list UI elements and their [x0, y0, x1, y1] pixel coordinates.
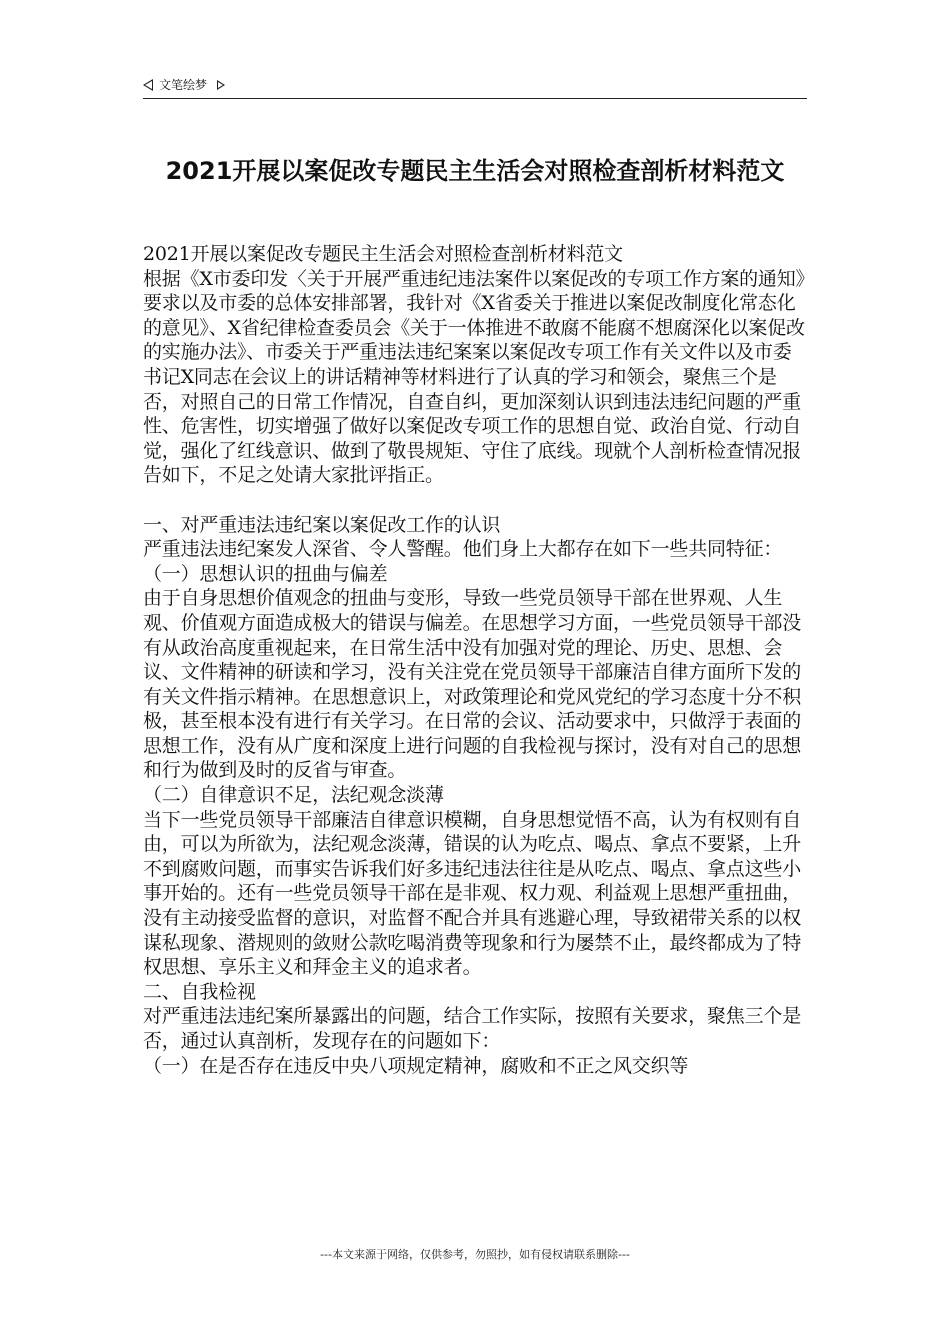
paragraph: 根据《X市委印发〈关于开展严重违纪违法案件以案促改的专项工作方案的通知》要求以及市委的总体安排部署，我针对《X省委关于推进以案促改制度化常态化的意见》、X省纪律检查委员会《关于一体推进不敢腐不能腐不想腐深化以案促改的实施办法》、市委关于严重违法违纪案案以案促改专项工作有关文件以及市委书记X同志在会议上的讲话精神等材料进行了认真的学习和领会，聚焦三个是否，对照自己的日常工作情况，自查自纠，更加深刻认识到违法违纪问题的严重性、危害性，切实增强了做好以案促改专项工作的思想自觉、政治自觉、行动自觉，强化了红线意识、做到了敬畏规矩、守住了底线。现就个人剖析检查情况报告如下，不足之处请大家批评指正。 — [143, 267, 805, 487]
paragraph: 2021开展以案促改专题民主生活会对照检查剖析材料范文 — [143, 243, 623, 265]
triangle-left-icon — [143, 79, 153, 91]
header-brand: 文笔绘梦 — [159, 78, 208, 92]
document-title: 2021开展以案促改专题民主生活会对照检查剖析材料范文 — [165, 157, 785, 185]
document-body — [143, 242, 809, 1078]
paragraph: 由于自身思想价值观念的扭曲与变形，导致一些党员领导干部在世界观、人生观、价值观方面造成极大的错误与偏差。在思想学习方面，一些党员领导干部没有从政治高度重视起来，在日常生活中没有加强对党的理论、历史、思想、会议、文件精神的研读和学习，没有关注党在党员领导干部廉洁自律方面所下发的有关文件指示精神。在思想意识上，对政策理论和党风党纪的学习态度十分不积极，甚至根本没有进行有关学习。在日常的会议、活动要求中，只做浮于表面的思想工作，没有从广度和深度上进行问题的自我检视与探讨，没有对自己的思想和行为做到及时的反省与审查。 — [143, 587, 802, 782]
section-heading: 一、对严重违法违纪案以案促改工作的认识 — [143, 513, 501, 536]
page-header — [143, 72, 807, 99]
triangle-right-icon — [217, 80, 225, 90]
paragraph: 对严重违法违纪案所暴露出的问题，结合工作实际，按照有关要求，聚焦三个是否，通过认真剖析，发现存在的问题如下： — [143, 1005, 802, 1052]
subsection-heading: （一）思想认识的扭曲与偏差 — [143, 562, 388, 585]
paragraph-spacer — [143, 488, 809, 513]
paragraph: 当下一些党员领导干部廉洁自律意识模糊，自身思想觉悟不高，认为有权则有自由，可以为所欲为，法纪观念淡薄，错误的认为吃点、喝点、拿点不要紧，上升不到腐败问题，而事实告诉我们好多违纪违法往往是从吃点、喝点、拿点这些小事开始的。还有一些党员领导干部在是非观、权力观、利益观上思想严重扭曲，没有主动接受监督的意识，对监督不配合并具有逃避心理，导致裙带关系的以权谋私现象、潜规则的敛财公款吃喝消费等现象和行为屡禁不止，最终都成为了特权思想、享乐主义和拜金主义的追求者。 — [143, 808, 802, 979]
section-heading: 二、自我检视 — [143, 980, 256, 1003]
paragraph: 严重违法违纪案发人深省、令人警醒。他们身上大都存在如下一些共同特征： — [143, 538, 783, 561]
subsection-heading: （二）自律意识不足，法纪观念淡薄 — [143, 784, 444, 807]
page-footer: ---本文来源于网络，仅供参考，勿照抄，如有侵权请联系删除--- — [320, 1248, 630, 1261]
subsection-heading: （一）在是否存在违反中央八项规定精神，腐败和不正之风交织等 — [143, 1054, 689, 1077]
